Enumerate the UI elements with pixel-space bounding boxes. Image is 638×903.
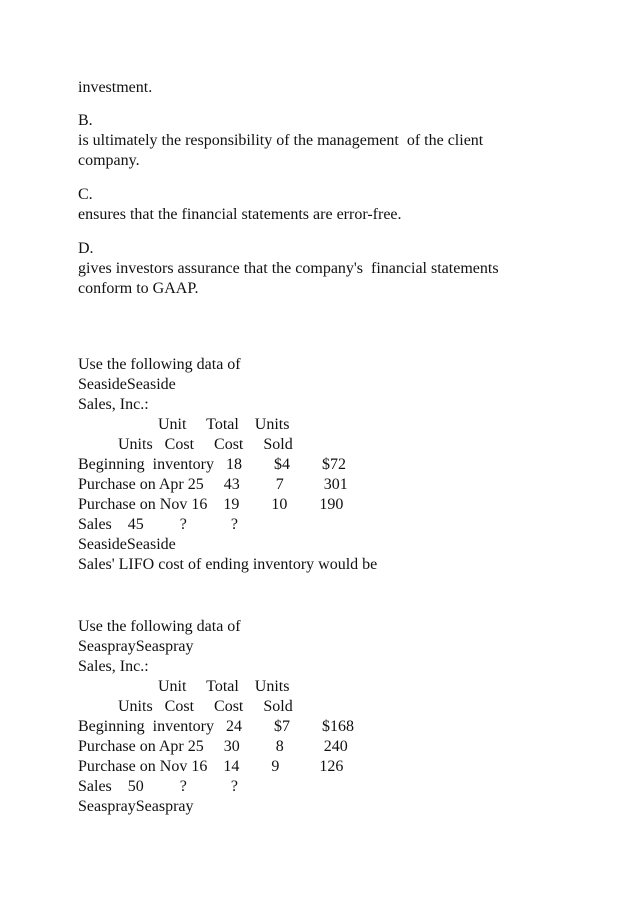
table-header-row: Units Cost Cost Sold <box>78 698 293 715</box>
text-line: ensures that the financial statements are error-free. <box>78 206 402 223</box>
table-header-row: Unit Total Units <box>78 416 290 433</box>
text-line: company. <box>78 152 140 169</box>
question-text: Sales' LIFO cost of ending inventory would be <box>78 556 378 573</box>
option-label-b: B. <box>78 112 93 129</box>
text-line: is ultimately the responsibility of the management of the client <box>78 132 484 149</box>
option-label-c: C. <box>78 186 93 203</box>
text-line: Use the following data of <box>78 356 241 373</box>
text-line: conform to GAAP. <box>78 280 199 297</box>
table-row: Sales 50 ? ? <box>78 778 238 795</box>
company-name: SeasideSeaside <box>78 536 176 553</box>
company-name: SeasideSeaside <box>78 376 176 393</box>
table-header-row: Units Cost Cost Sold <box>78 436 293 453</box>
table-row: Purchase on Apr 25 30 8 240 <box>78 738 348 755</box>
table-row: Beginning inventory 18 $4 $72 <box>78 456 346 473</box>
text-line: investment. <box>78 79 153 96</box>
table-header-row: Unit Total Units <box>78 678 290 695</box>
text-line: Sales, Inc.: <box>78 658 149 675</box>
company-name: SeaspraySeaspray <box>78 638 194 655</box>
table-row: Purchase on Apr 25 43 7 301 <box>78 476 348 493</box>
table-row: Sales 45 ? ? <box>78 516 238 533</box>
text-line: gives investors assurance that the company's financial statements <box>78 260 499 277</box>
table-row: Beginning inventory 24 $7 $168 <box>78 718 354 735</box>
company-name: SeaspraySeaspray <box>78 798 194 815</box>
option-label-d: D. <box>78 240 94 257</box>
text-line: Sales, Inc.: <box>78 396 149 413</box>
table-row: Purchase on Nov 16 14 9 126 <box>78 758 344 775</box>
table-row: Purchase on Nov 16 19 10 190 <box>78 496 344 513</box>
text-line: Use the following data of <box>78 618 241 635</box>
